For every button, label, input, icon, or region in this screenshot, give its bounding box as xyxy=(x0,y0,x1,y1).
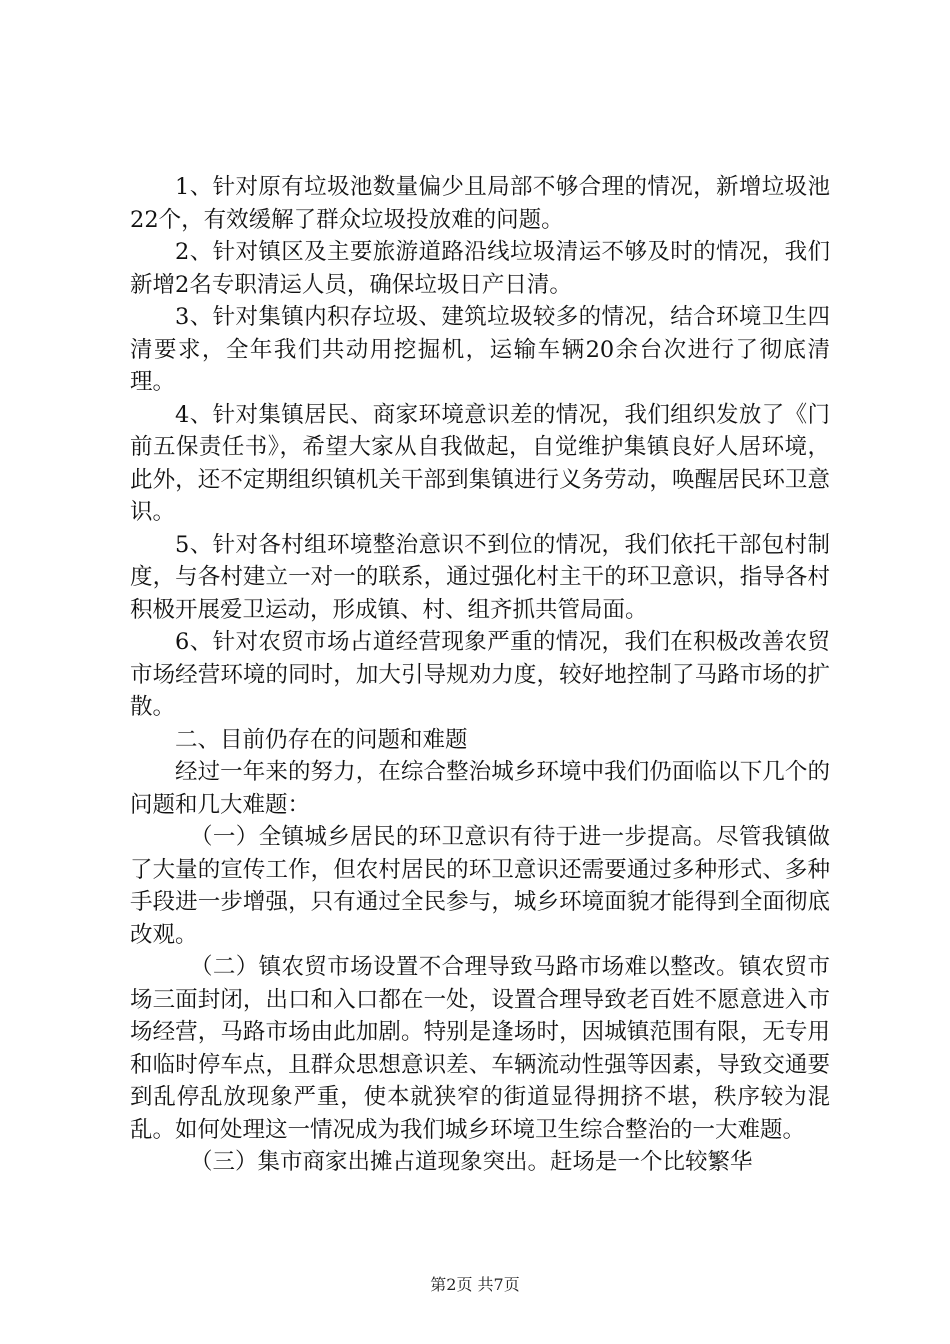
paragraph-problem-3: （三）集市商家出摊占道现象突出。赶场是一个比较繁华 xyxy=(190,1149,753,1175)
paragraph-problem-2: （二）镇农贸市场设置不合理导致马路市场难以整改。镇农贸市场三面封闭，出口和入口都在一处，设置合理导致老百姓不愿意进入市场经营，马路市场由此加剧。特别是逢场时，因城镇范围有限，无专用和临时停车点，且群众思想意识差、车辆流动性强等因素，导致交通要到乱停乱放现象严重，使本就狭窄的街道显得拥挤不堪，秩序较为混乱。如何处理这一情况成为我们城乡环境卫生综合整治的一大难题。 xyxy=(130,954,830,1143)
document-body xyxy=(130,171,830,1179)
paragraph-intro-problems: 经过一年来的努力，在综合整治城乡环境中我们仍面临以下几个的问题和几大难题： xyxy=(130,759,830,818)
paragraph-problem-1: （一）全镇城乡居民的环卫意识有待于进一步提高。尽管我镇做了大量的宣传工作，但农村居民的环卫意识还需要通过多种形式、多种手段进一步增强，只有通过全民参与，城乡环境面貌才能得到全面彻底改观。 xyxy=(130,824,830,948)
paragraph-item-6: 6、针对农贸市场占道经营现象严重的情况，我们在积极改善农贸市场经营环境的同时，加大引导规劝力度，较好地控制了马路市场的扩散。 xyxy=(130,629,830,720)
paragraph-item-1: 1、针对原有垃圾池数量偏少且局部不够合理的情况，新增垃圾池22个，有效缓解了群众垃圾投放难的问题。 xyxy=(130,174,830,233)
paragraph-item-2: 2、针对镇区及主要旅游道路沿线垃圾清运不够及时的情况，我们新增2名专职清运人员，确保垃圾日产日清。 xyxy=(130,239,830,298)
paragraph-item-5: 5、针对各村组环境整治意识不到位的情况，我们依托干部包村制度，与各村建立一对一的联系，通过强化村主干的环卫意识，指导各村积极开展爱卫运动，形成镇、村、组齐抓共管局面。 xyxy=(130,531,830,623)
paragraph-item-4: 4、针对集镇居民、商家环境意识差的情况，我们组织发放了《门前五保责任书》，希望大家从自我做起，自觉维护集镇良好人居环境，此外，还不定期组织镇机关干部到集镇进行义务劳动，唤醒居民环卫意识。 xyxy=(130,401,830,525)
section-heading-problems: 二、目前仍存在的问题和难题 xyxy=(175,726,468,753)
page-number-footer: 第2页 共7页 xyxy=(430,1275,520,1294)
paragraph-item-3: 3、针对集镇内积存垃圾、建筑垃圾较多的情况，结合环境卫生四清要求，全年我们共动用挖掘机，运输车辆20余台次进行了彻底清理。 xyxy=(130,304,830,395)
